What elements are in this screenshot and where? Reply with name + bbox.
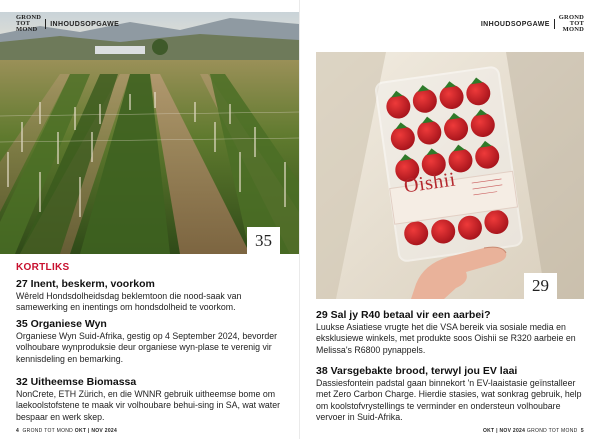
logo-line: MOND (16, 26, 38, 33)
logo-line: TOT (569, 20, 584, 27)
footer-issue: OKT | NOV 2024 (482, 428, 526, 434)
section-label: KORTLIKS (16, 262, 70, 273)
logo-line: MOND (562, 26, 584, 33)
footer-issue: OKT | NOV 2024 (74, 428, 118, 434)
header-right (481, 15, 584, 33)
contents-entry[interactable] (316, 309, 586, 356)
logo-line: TOT (16, 20, 31, 27)
entry-summary: Luukse Asiatiese vrugte het die VSA bereik via sosiale media en eksklusiewe winkels, met produkte soos Oishii se R320 aarbeie en Melissa's R6800 pynappels. (316, 322, 576, 355)
contents-entry[interactable] (16, 278, 288, 314)
publication-logo (559, 15, 584, 33)
entry-title[interactable]: 27 Inent, beskerm, voorkom (16, 278, 155, 290)
footer-publication: GROND TOT MOND (526, 428, 578, 434)
header-divider (45, 19, 46, 29)
entry-title[interactable]: 38 Varsgebakte brood, terwyl jou EV laai (316, 365, 518, 377)
footer-publication: GROND TOT MOND (22, 428, 74, 434)
contents-entry[interactable] (316, 365, 586, 424)
package-brand-label: Oishii (402, 168, 458, 198)
entry-title[interactable]: 32 Uitheemse Biomassa (16, 376, 137, 388)
strawberry-photo (316, 52, 584, 299)
page-number-box: 35 (247, 227, 280, 254)
entry-summary: Dassiesfontein padstal gaan binnekort 'n EV-laaistasie geïnstalleer met Zero Carbon Charge. Hierdie stasies, wat sonkrag gebruik, help om koolstofvrystellings te verminder en ondersteun volhoubare vervoer in Suid-Afrika. (316, 378, 582, 423)
entry-summary: Organiese Wyn Suid-Afrika, gestig op 4 September 2024, bevorder volhoubare wynproduksie deur organiese wyn-plase te verenig vir kennisdeling en bemarking. (16, 331, 278, 364)
page-number-box: 29 (524, 273, 557, 299)
publication-logo (16, 15, 41, 33)
vineyard-photo (0, 12, 299, 254)
footer-right (483, 428, 584, 434)
section-title: INHOUDSOPGAWE (50, 20, 120, 28)
footer-page-number: 4 (16, 428, 20, 434)
contents-entry[interactable] (16, 318, 288, 365)
logo-line: GROND (558, 14, 584, 21)
header-left (16, 15, 119, 33)
contents-entry[interactable] (16, 376, 288, 423)
header-divider (554, 19, 555, 29)
entry-title[interactable]: 35 Organiese Wyn (16, 318, 107, 330)
entry-summary: Wêreld Hondsdolheidsdag beklemtoon die nood-saak van samewerking en inentings om hondsdolheid te voorkom. (16, 291, 242, 313)
footer-left (16, 428, 117, 434)
right-page (300, 0, 600, 439)
entry-summary: NonCrete, ETH Zürich, en die WNNR gebruik uitheemse bome om laekoolstofstene te maak vir volhoubare behui-sing in SA, wat water bespaar en werk skep. (16, 389, 281, 422)
entry-title[interactable]: 29 Sal jy R40 betaal vir een aarbei? (316, 309, 491, 321)
section-title: INHOUDSOPGAWE (480, 20, 550, 28)
logo-line: GROND (16, 14, 42, 21)
footer-page-number: 5 (580, 428, 584, 434)
